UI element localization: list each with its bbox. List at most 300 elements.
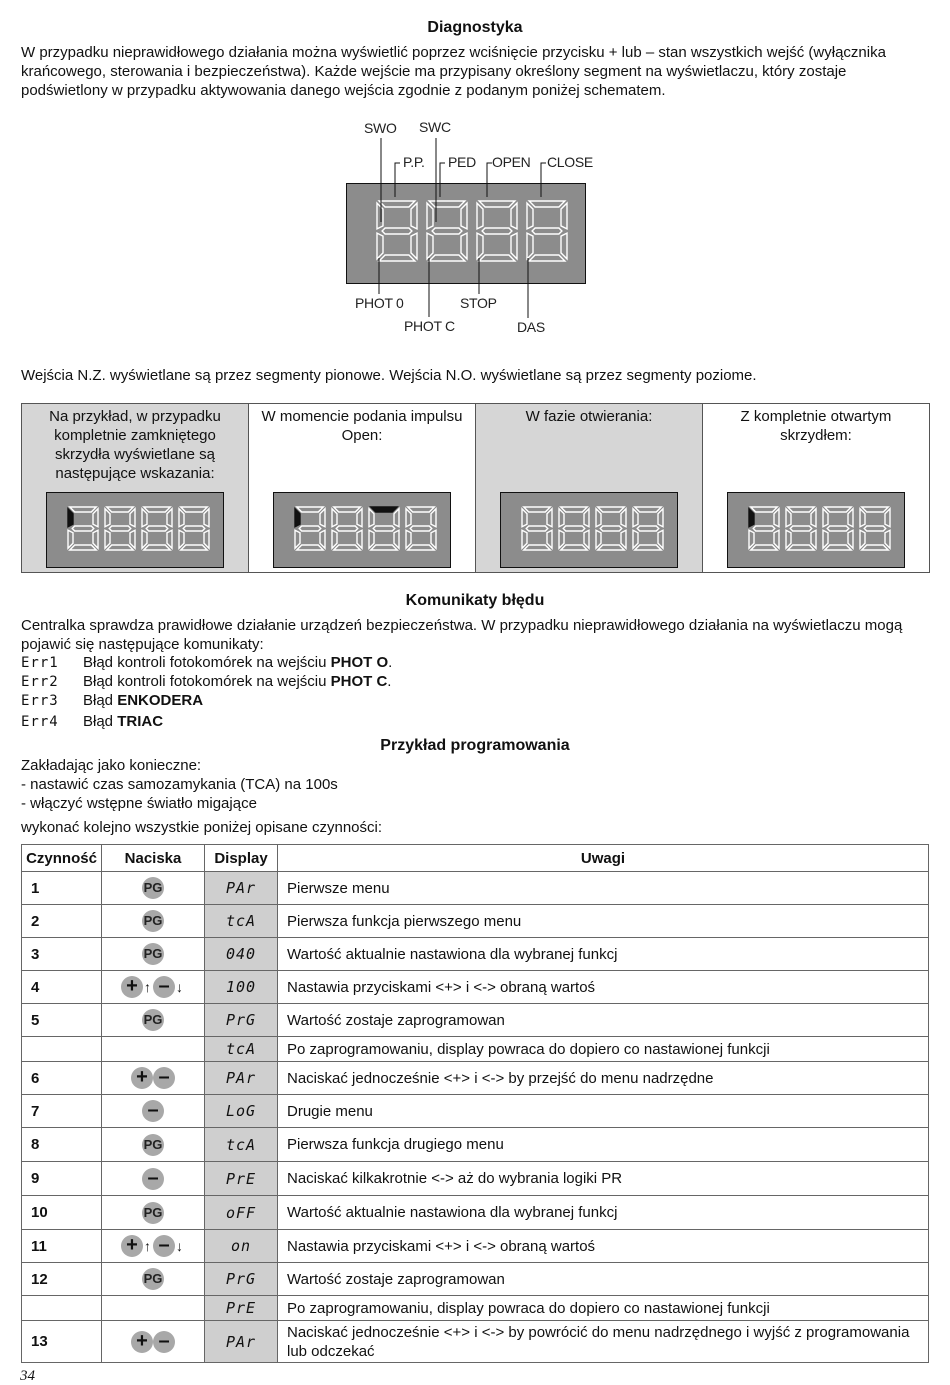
button-cell (102, 1095, 205, 1128)
error-text: Błąd (83, 713, 118, 730)
segment-c (511, 233, 517, 259)
pg-button-icon: PG (142, 943, 164, 965)
example-text: W fazie otwierania: (525, 408, 653, 425)
pg-button-icon: PG (142, 1134, 164, 1156)
segment-e (823, 530, 828, 548)
label-close: CLOSE (547, 154, 593, 170)
segment-c (167, 530, 172, 548)
pg-button-icon: PG (142, 1009, 164, 1031)
errors-intro: Centralka sprawdza prawidłowe działanie urządzeń bezpieczeństwa. W przypadku nieprawidłowego działania na wyświetlaczu mogą pojawić się następujące komunikaty: (21, 617, 903, 653)
display-readout: PrG (205, 1004, 278, 1037)
error-item (21, 672, 391, 692)
segment-a (524, 507, 551, 512)
example-states (21, 403, 930, 573)
table-row (22, 905, 929, 938)
segment-b (561, 203, 567, 229)
error-code: Err2 (21, 674, 59, 690)
programming-line: - włączyć wstępne światło migające (21, 795, 257, 812)
step-note: Wartość aktualnie nastawiona dla wybranej funkcj (278, 1196, 929, 1230)
plus-button-icon: + (121, 976, 143, 998)
seven-segment-digits (47, 493, 223, 567)
segment-g (373, 526, 395, 531)
example-display (46, 492, 224, 568)
segment-b (93, 509, 98, 527)
table-row (22, 1230, 929, 1263)
seven-segment-digits (728, 493, 904, 567)
display-readout: tcA (205, 905, 278, 938)
segment-d (862, 545, 889, 550)
segment-d (144, 545, 171, 550)
segment-f (369, 509, 374, 527)
step-note: Wartość zostaje zaprogramowan (278, 1004, 929, 1037)
display-readout: PAr (205, 1062, 278, 1095)
table-row (22, 1062, 929, 1095)
segment-d (429, 255, 465, 261)
example-fully-open (703, 404, 929, 572)
step-number: 11 (22, 1230, 102, 1263)
step-number: 9 (22, 1162, 102, 1196)
step-note: Drugie menu (278, 1095, 929, 1128)
segment-f (142, 509, 147, 527)
segment-b (130, 509, 135, 527)
table-row (22, 1263, 929, 1296)
button-cell (102, 905, 205, 938)
step-note: Pierwsza funkcja drugiego menu (278, 1128, 929, 1162)
page-number: 34 (20, 1368, 35, 1384)
segment-c (774, 530, 779, 548)
segment-a (788, 507, 815, 512)
segment-c (93, 530, 98, 548)
segment-c (394, 530, 399, 548)
example-text: W momencie podania impulsu Open: (261, 408, 463, 444)
segment-a (561, 507, 588, 512)
programming-line: - nastawić czas samozamykania (TCA) na 100s (21, 776, 338, 793)
segment-b (511, 203, 517, 229)
label-phot0: PHOT 0 (355, 295, 404, 311)
step-note: Naciskać jednocześnie <+> i <-> by przejść do menu nadrzędne (278, 1062, 929, 1095)
segment-c (204, 530, 209, 548)
minus-button-icon: – (142, 1100, 164, 1122)
segment-d (379, 255, 415, 261)
table-header-row (22, 845, 929, 872)
button-cell (102, 1004, 205, 1037)
display-readout: PrE (205, 1296, 278, 1321)
segment-f (105, 509, 110, 527)
minus-button-icon: – (142, 1168, 164, 1190)
error-input: ENKODERA (117, 692, 204, 709)
segment-e (142, 530, 147, 548)
button-cell (102, 1321, 205, 1363)
segment-e (179, 530, 184, 548)
segment-c (658, 530, 663, 548)
button-cell (102, 1230, 205, 1263)
segment-g (637, 526, 659, 531)
segment-g (109, 526, 131, 531)
step-note: Po zaprogramowaniu, display powraca do dopiero co nastawionej funkcji (278, 1296, 929, 1321)
table-row (22, 1095, 929, 1128)
segment-f (406, 509, 411, 527)
segment-a (334, 507, 361, 512)
segment-g (183, 526, 205, 531)
segment-b (621, 509, 626, 527)
arrow-up-icon: ↑ (144, 1238, 151, 1254)
segment-e (377, 233, 383, 259)
table-row (22, 1321, 929, 1363)
segment-a (529, 201, 565, 207)
display-readout: PrG (205, 1263, 278, 1296)
errors-title: Komunikaty błędu (405, 592, 545, 609)
segment-a (429, 201, 465, 207)
error-input: PHOT C (330, 673, 388, 690)
input-segment-diagram (340, 118, 610, 340)
pg-button-icon: PG (142, 910, 164, 932)
label-pp: P.P. (403, 154, 425, 170)
segment-g (410, 526, 432, 531)
programming-line: Zakładając jako konieczne: (21, 757, 202, 774)
segment-c (885, 530, 890, 548)
segment-a (379, 201, 415, 207)
segment-d (334, 545, 361, 550)
error-code: Err1 (21, 655, 59, 671)
segment-g (600, 526, 622, 531)
segment-g (753, 526, 775, 531)
segment-g (827, 526, 849, 531)
seven-segment-digits (274, 493, 450, 567)
programming-title: Przykład programowania (380, 737, 570, 754)
segment-e (369, 530, 374, 548)
table-row (22, 1128, 929, 1162)
segment-f (527, 203, 533, 229)
segment-c (461, 233, 467, 259)
segment-b (204, 509, 209, 527)
segment-g (526, 526, 548, 531)
step-note: Wartość zostaje zaprogramowan (278, 1263, 929, 1296)
example-display (727, 492, 905, 568)
label-ped: PED (448, 154, 476, 170)
error-end: . (388, 654, 393, 671)
table-row (22, 1162, 929, 1196)
segment-d (524, 545, 551, 550)
segment-a (371, 507, 398, 512)
display-readout: PrE (205, 1162, 278, 1196)
error-input: TRIAC (117, 713, 164, 730)
segment-d (479, 255, 515, 261)
step-number (22, 1296, 102, 1321)
segment-f (559, 509, 564, 527)
segment-e (332, 530, 337, 548)
segment-d (825, 545, 852, 550)
segment-f (377, 203, 383, 229)
error-item (21, 653, 392, 673)
label-swc: SWC (419, 119, 451, 135)
segment-a (107, 507, 134, 512)
segment-a (635, 507, 662, 512)
segment-b (357, 509, 362, 527)
pg-button-icon: PG (142, 1202, 164, 1224)
segment-b (431, 509, 436, 527)
segment-e (427, 233, 433, 259)
step-number: 4 (22, 971, 102, 1004)
example-opening (476, 404, 703, 572)
segment-b (658, 509, 663, 527)
segment-a (408, 507, 435, 512)
step-number: 1 (22, 872, 102, 905)
segment-e (596, 530, 601, 548)
segment-g (864, 526, 886, 531)
segment-b (411, 203, 417, 229)
display-readout: on (205, 1230, 278, 1263)
error-end: . (387, 673, 392, 690)
segment-c (431, 530, 436, 548)
diagnostics-title: Diagnostyka (427, 19, 523, 36)
example-text: Z kompletnie otwartym skrzydłem: (740, 408, 892, 444)
display-readout: oFF (205, 1196, 278, 1230)
segment-b (167, 509, 172, 527)
segment-a (297, 507, 324, 512)
step-number: 13 (22, 1321, 102, 1363)
segment-g (790, 526, 812, 531)
step-note: Nastawia przyciskami <+> i <-> obraną wartoś (278, 1230, 929, 1263)
segment-b (320, 509, 325, 527)
segment-b (547, 509, 552, 527)
arrow-up-icon: ↑ (144, 979, 151, 995)
button-cell (102, 1296, 205, 1321)
step-number: 3 (22, 938, 102, 971)
segment-d (371, 545, 398, 550)
step-number: 8 (22, 1128, 102, 1162)
diagnostic-display (346, 183, 586, 284)
segment-g (482, 228, 512, 234)
display-readout: PAr (205, 872, 278, 905)
display-readout: tcA (205, 1037, 278, 1062)
step-number: 5 (22, 1004, 102, 1037)
segment-f (427, 203, 433, 229)
segment-c (561, 233, 567, 259)
arrow-down-icon: ↓ (176, 979, 183, 995)
example-display (500, 492, 678, 568)
segment-a (144, 507, 171, 512)
segment-f (477, 203, 483, 229)
segment-f (522, 509, 527, 527)
diagnostics-intro: W przypadku nieprawidłowego działania można wyświetlić poprzez wciśnięcie przycisku + lub – stan wszystkich wejść (wyłącznika krańcowego, sterowania i bezpieczeństwa). Każde wejście ma przypisany określony segment na wyświetlaczu, który zostaje podświetlony w przypadku aktywowania danego wejścia zgodnie z podanym poniżej schematem. (21, 44, 886, 99)
segment-e (527, 233, 533, 259)
error-item (21, 712, 163, 732)
example-display (273, 492, 451, 568)
segment-d (297, 545, 324, 550)
seven-segment-digits (501, 493, 677, 567)
table-row (22, 1037, 929, 1062)
segment-f (823, 509, 828, 527)
segment-e (295, 530, 300, 548)
minus-button-icon: – (153, 976, 175, 998)
segment-e (860, 530, 865, 548)
display-readout: 040 (205, 938, 278, 971)
segment-c (848, 530, 853, 548)
segment-b (848, 509, 853, 527)
segment-g (563, 526, 585, 531)
table-row (22, 971, 929, 1004)
error-item (21, 691, 203, 711)
pg-button-icon: PG (142, 1268, 164, 1290)
segment-e (477, 233, 483, 259)
segment-g (72, 526, 94, 531)
example-text: Na przykład, w przypadku kompletnie zamkniętego skrzydła wyświetlane są następujące wskazania: (49, 408, 221, 482)
segment-d (529, 255, 565, 261)
segment-f (332, 509, 337, 527)
segment-e (749, 530, 754, 548)
button-cell (102, 1196, 205, 1230)
button-cell (102, 1162, 205, 1196)
segment-f (295, 509, 300, 527)
programming-table (21, 844, 929, 1363)
seven-segment-digits (347, 184, 585, 283)
segment-f (749, 509, 754, 527)
minus-button-icon: – (153, 1331, 175, 1353)
table-row (22, 1196, 929, 1230)
table-row (22, 938, 929, 971)
programming-line: wykonać kolejno wszystkie poniżej opisane czynności: (21, 819, 383, 836)
segment-c (357, 530, 362, 548)
step-number (22, 1037, 102, 1062)
segment-a (751, 507, 778, 512)
display-readout: PAr (205, 1321, 278, 1363)
segment-g (336, 526, 358, 531)
label-swo: SWO (364, 120, 397, 136)
segment-f (633, 509, 638, 527)
minus-button-icon: – (153, 1235, 175, 1257)
button-cell (102, 971, 205, 1004)
segment-f (860, 509, 865, 527)
segment-c (621, 530, 626, 548)
table-row (22, 1004, 929, 1037)
step-number: 12 (22, 1263, 102, 1296)
example-open-impulse (249, 404, 476, 572)
segment-c (130, 530, 135, 548)
segment-e (105, 530, 110, 548)
segment-a (479, 201, 515, 207)
segment-c (547, 530, 552, 548)
segment-b (394, 509, 399, 527)
segment-d (751, 545, 778, 550)
segment-e (559, 530, 564, 548)
segment-a (862, 507, 889, 512)
step-note: Po zaprogramowaniu, display powraca do dopiero co nastawionej funkcji (278, 1037, 929, 1062)
segment-a (181, 507, 208, 512)
segment-d (561, 545, 588, 550)
segment-f (596, 509, 601, 527)
button-cell (102, 1062, 205, 1095)
button-cell (102, 1128, 205, 1162)
display-readout: LoG (205, 1095, 278, 1128)
col-step: Czynność (22, 845, 102, 872)
segment-e (522, 530, 527, 548)
col-display: Display (205, 845, 278, 872)
label-stop: STOP (460, 295, 497, 311)
segment-d (181, 545, 208, 550)
error-text: Błąd (83, 692, 118, 709)
segment-e (786, 530, 791, 548)
step-number: 2 (22, 905, 102, 938)
button-cell (102, 1263, 205, 1296)
example-closed (22, 404, 249, 572)
segment-note: Wejścia N.Z. wyświetlane są przez segmenty pionowe. Wejścia N.O. wyświetlane są przez segmenty poziome. (21, 367, 757, 384)
plus-button-icon: + (131, 1331, 153, 1353)
segment-b (811, 509, 816, 527)
segment-b (584, 509, 589, 527)
segment-d (107, 545, 134, 550)
segment-g (432, 228, 462, 234)
step-note: Naciskać kilkakrotnie <-> aż do wybrania logiki PR (278, 1162, 929, 1196)
segment-f (179, 509, 184, 527)
button-cell (102, 938, 205, 971)
label-das: DAS (517, 319, 545, 335)
step-note: Wartość aktualnie nastawiona dla wybranej funkcj (278, 938, 929, 971)
segment-d (788, 545, 815, 550)
step-note: Pierwsze menu (278, 872, 929, 905)
segment-d (598, 545, 625, 550)
display-readout: 100 (205, 971, 278, 1004)
button-cell (102, 872, 205, 905)
step-number: 10 (22, 1196, 102, 1230)
segment-f (68, 509, 73, 527)
error-text: Błąd kontroli fotokomórek na wejściu (83, 673, 331, 690)
segment-b (461, 203, 467, 229)
label-photc: PHOT C (404, 318, 455, 334)
col-press: Naciska (102, 845, 205, 872)
segment-d (635, 545, 662, 550)
segment-g (146, 526, 168, 531)
step-note: Nastawia przyciskami <+> i <-> obraną wartoś (278, 971, 929, 1004)
display-readout: tcA (205, 1128, 278, 1162)
minus-button-icon: – (153, 1067, 175, 1089)
segment-d (70, 545, 97, 550)
segment-g (299, 526, 321, 531)
plus-button-icon: + (121, 1235, 143, 1257)
table-row (22, 872, 929, 905)
segment-d (408, 545, 435, 550)
segment-a (70, 507, 97, 512)
segment-b (885, 509, 890, 527)
label-open: OPEN (492, 154, 531, 170)
error-code: Err4 (21, 714, 59, 730)
step-number: 7 (22, 1095, 102, 1128)
segment-g (532, 228, 562, 234)
segment-e (633, 530, 638, 548)
segment-f (786, 509, 791, 527)
error-code: Err3 (21, 693, 59, 709)
segment-c (811, 530, 816, 548)
arrow-down-icon: ↓ (176, 1238, 183, 1254)
segment-c (411, 233, 417, 259)
segment-c (584, 530, 589, 548)
segment-e (68, 530, 73, 548)
step-number: 6 (22, 1062, 102, 1095)
pg-button-icon: PG (142, 877, 164, 899)
error-text: Błąd kontroli fotokomórek na wejściu (83, 654, 331, 671)
segment-b (774, 509, 779, 527)
step-note: Pierwsza funkcja pierwszego menu (278, 905, 929, 938)
segment-e (406, 530, 411, 548)
segment-a (825, 507, 852, 512)
error-input: PHOT O (330, 654, 389, 671)
segment-g (382, 228, 412, 234)
step-note: Naciskać jednocześnie <+> i <-> by powrócić do menu nadrzędnego i wyjść z programowania lub odczekać (278, 1321, 929, 1363)
button-cell (102, 1037, 205, 1062)
table-row (22, 1296, 929, 1321)
plus-button-icon: + (131, 1067, 153, 1089)
segment-c (320, 530, 325, 548)
col-notes: Uwagi (278, 845, 929, 872)
